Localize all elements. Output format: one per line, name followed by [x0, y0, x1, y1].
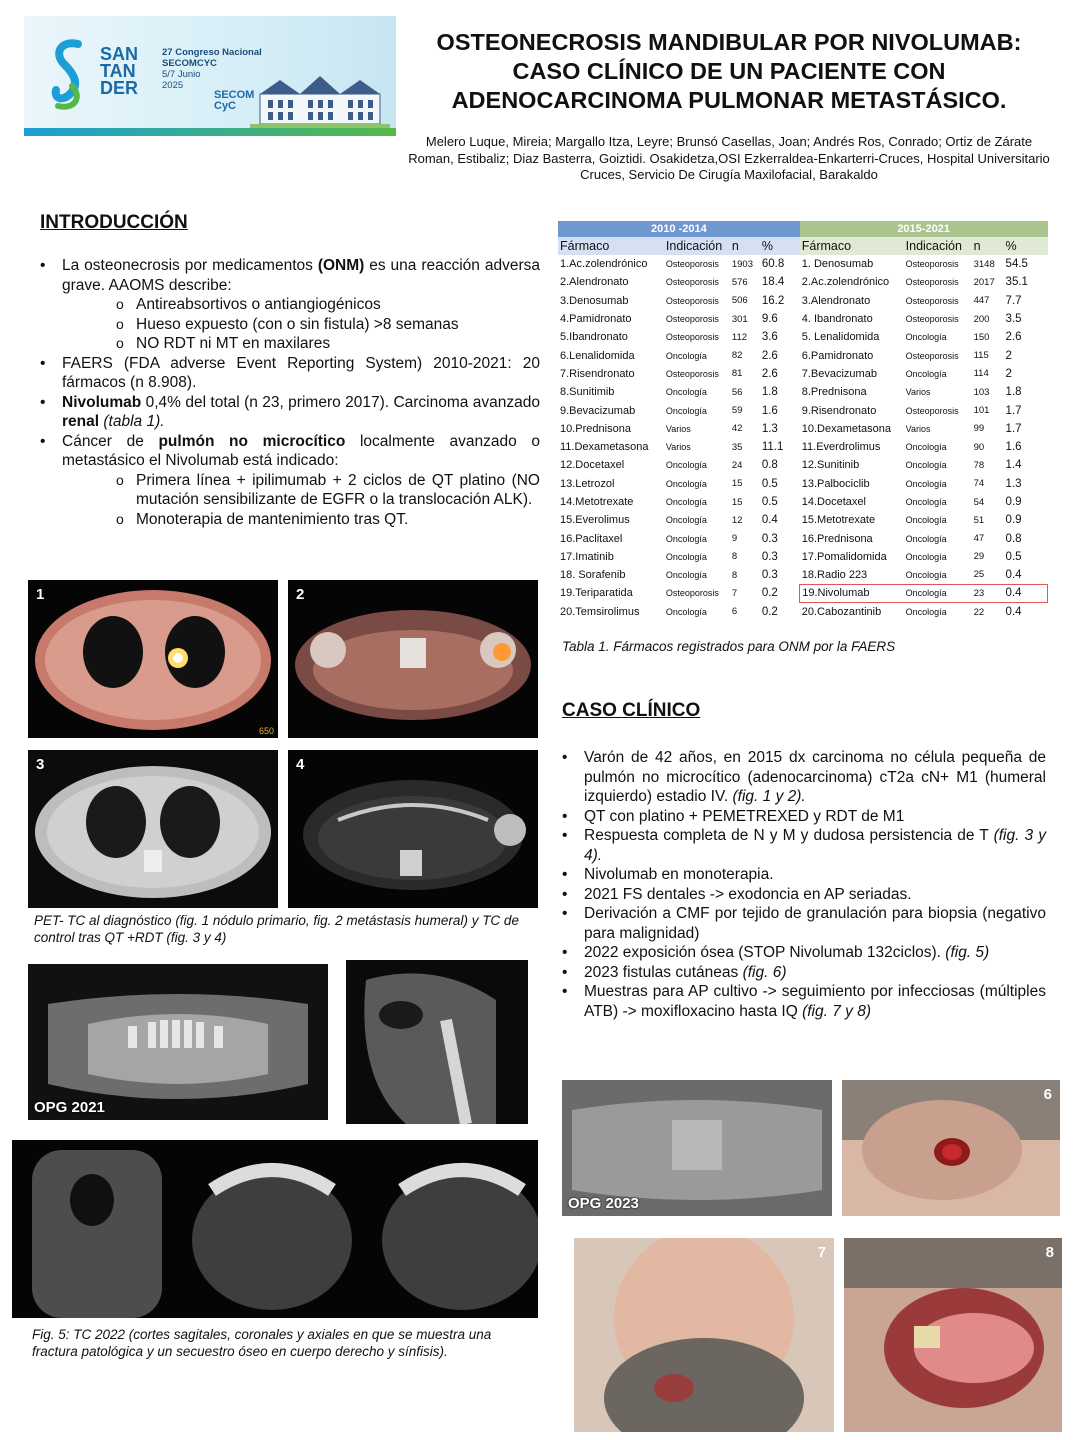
cutaneous-fistula-photo	[842, 1080, 1060, 1216]
case-bullet: • Derivación a CMF por tejido de granulación para biopsia (negativo para malignidad)	[562, 904, 1046, 943]
patient-face-photo	[574, 1238, 834, 1432]
table-column-header: Fármaco Indicación n % Fármaco Indicación n %	[558, 237, 1048, 255]
case-bullet: • 2021 FS dentales -> exodoncia en AP seriadas.	[562, 885, 1046, 905]
table-row: 13.Letrozol Oncología 15 0.5 13.Palbociclib Oncología 74 1.3	[560, 477, 1022, 490]
table-row: 12.Docetaxel Oncología 24 0.8 12.Sunitinib Oncología 78 1.4	[560, 459, 1022, 472]
table-row: 18. Sorafenib Oncología 8 0.3 18.Radio 223 Oncología 25 0.4	[560, 568, 1022, 582]
ct-2022-slices-image	[12, 1140, 538, 1318]
case-bullet: • Muestras para AP cultivo -> seguimiento por infecciosas (múltiples ATB) -> moxifloxacino hasta IQ (fig. 7 y 8)	[562, 982, 1046, 1021]
banner-congress-info: 27 Congreso Nacional SECOMCYC 5/7 Junio 2025	[162, 47, 262, 91]
palace-illustration	[250, 72, 390, 130]
pet-ct-chest-image	[28, 580, 278, 738]
period-a-header: 2010 -2014	[558, 221, 800, 237]
intro-bullet: • Nivolumab 0,4% del total (n 23, primero 2017). Carcinoma avanzado renal (tabla 1).	[40, 393, 540, 432]
case-bullets	[562, 748, 1046, 1021]
intraoral-photo	[844, 1238, 1062, 1432]
santander-s-logo	[50, 38, 86, 112]
table-row: 7.Risendronato Osteoporosis 81 2.6 7.Bevacizumab Oncología 114 2	[560, 367, 1012, 380]
period-b-header: 2015-2021	[800, 221, 1048, 237]
case-heading: CASO CLÍNICO	[562, 700, 701, 721]
figure-number: 1	[36, 586, 45, 603]
banner-stripe	[24, 128, 396, 136]
table-row: 2.Alendronato Osteoporosis 576 18.4 2.Ac.zolendrónico Osteoporosis 2017 35.1	[560, 276, 1028, 289]
figure-number: 3	[36, 756, 45, 773]
table-row: 17.Imatinib Oncología 8 0.3 17.Pomalidomida Oncología 29 0.5	[560, 550, 1022, 563]
table-row: 14.Metotrexate Oncología 15 0.5 14.Docetaxel Oncología 54 0.9	[560, 496, 1022, 508]
case-bullet: • Respuesta completa de N y M y dudosa persistencia de T (fig. 3 y 4).	[562, 826, 1046, 865]
table-row: 8.Sunitimib Oncología 56 1.8 8.Prednisona Varios 103 1.8	[560, 386, 1022, 399]
figure-number: 6	[1043, 1086, 1052, 1103]
intro-heading: INTRODUCCIÓN	[40, 212, 188, 233]
intro-bullets	[40, 256, 540, 529]
case-bullet: • QT con platino + PEMETREXED y RDT de M1	[562, 807, 1046, 827]
case-bullet: • Nivolumab en monoterapia.	[562, 865, 1046, 885]
congress-banner	[24, 16, 396, 136]
faers-drug-table	[558, 221, 1048, 621]
table-row: 5.Ibandronato Osteoporosis 112 3.6 5. Lenalidomida Oncología 150 2.6	[560, 331, 1022, 344]
intro-bullet: • La osteonecrosis por medicamentos (ONM) es una reacción adversa grave. AAOMS describe:	[40, 256, 540, 295]
case-bullet: • 2023 fistulas cutáneas (fig. 6)	[562, 963, 1046, 983]
banner-city: SAN TAN DER	[100, 44, 139, 98]
table-period-header	[558, 221, 1048, 237]
table-caption: Tabla 1. Fármacos registrados para ONM por la FAERS	[562, 639, 896, 654]
intro-subbullet: o NO RDT ni MT en maxilares	[40, 334, 540, 354]
table-row: 10.Prednisona Varios 42 1.3 10.Dexametasona Varios 99 1.7	[560, 422, 1022, 435]
intro-subbullet: o Primera línea + ipilimumab + 2 ciclos de QT platino (NO mutación sensibilizante de EGFR o la translocación ALK).	[40, 471, 540, 510]
ct-sagittal-image	[346, 960, 528, 1124]
table-row: 9.Bevacizumab Oncología 59 1.6 9.Risendronato Osteoporosis 101 1.7	[560, 404, 1022, 417]
table-row: 6.Lenalidomida Oncología 82 2.6 6.Pamidronato Osteoporosis 115 2	[560, 349, 1012, 362]
intro-subbullet: o Antireabsortivos o antiangiogénicos	[40, 295, 540, 315]
figure-number: 2	[296, 586, 305, 603]
table-row: 11.Dexametasona Varios 35 11.1 11.Everdrolimus Oncología 90 1.6	[560, 441, 1022, 454]
scan-corner-label: 650	[258, 726, 274, 736]
opg-2021-image	[28, 964, 328, 1120]
ct-chest-lung-window-image	[28, 750, 278, 908]
pet-ct-humeral-image	[288, 580, 538, 738]
opg-2023-image	[562, 1080, 832, 1216]
case-bullet: • Varón de 42 años, en 2015 dx carcinoma no célula pequeña de pulmón no microcítico (adenocarcinoma) cT2a cN+ M1 (humeral izquierdo) estadio IV. (fig. 1 y 2).	[562, 748, 1046, 807]
table-row: 1.Ac.zolendrónico Osteoporosis 1903 60.8 1. Denosumab Osteoporosis 3148 54.5	[560, 258, 1028, 271]
figure-number: 7	[817, 1244, 826, 1261]
case-bullet: • 2022 exposición ósea (STOP Nivolumab 132ciclos). (fig. 5)	[562, 943, 1046, 963]
figure-number: 4	[296, 756, 305, 773]
opg-2021-label: OPG 2021	[34, 1099, 105, 1116]
table-row: 20.Temsirolimus Oncología 6 0.2 20.Cabozantinib Oncología 22 0.4	[560, 605, 1022, 619]
authors: Melero Luque, Mireia; Margallo Itza, Leyre; Brunsó Casellas, Joan; Andrés Ros, Conrado; Ortiz de Zárate Roman, Estibaliz; Diaz Basterra, Goiztidi. Osakidetza,OSI Ezkerraldea-Enkarterri-Cruces, Hospital Universitario Cruces, Servicio De Cirugía Maxilofacial, Barakaldo	[408, 134, 1050, 182]
intro-subbullet: o Monoterapia de mantenimiento tras QT.	[40, 510, 540, 530]
opg-2023-label: OPG 2023	[568, 1195, 639, 1212]
ct-chest-bone-window-image	[288, 750, 538, 908]
fig5-caption: Fig. 5: TC 2022 (cortes sagitales, coronales y axiales en que se muestra una fractura patológica y un secuestro óseo en cuerpo derecho y sínfisis).	[32, 1327, 492, 1359]
intro-bullet: • FAERS (FDA adverse Event Reporting System) 2010-2021: 20 fármacos (n 8.908).	[40, 354, 540, 393]
secom-logo: SECOM CyC	[214, 89, 255, 112]
intro-subbullet: o Hueso expuesto (con o sin fistula) >8 semanas	[40, 315, 540, 335]
poster-title: OSTEONECROSIS MANDIBULAR POR NIVOLUMAB: CASO CLÍNICO DE UN PACIENTE CON ADENOCARCINOMA PULMONAR METASTÁSICO.	[436, 29, 1022, 113]
table-row: 3.Denosumab Osteoporosis 506 16.2 3.Alendronato Osteoporosis 447 7.7	[560, 294, 1022, 307]
table-row: 16.Paclitaxel Oncología 9 0.3 16.Prednisona Oncología 47 0.8	[560, 532, 1022, 545]
intro-bullet: • Cáncer de pulmón no microcítico localmente avanzado o metastásico el Nivolumab está indicado:	[40, 432, 540, 471]
pet-caption: PET- TC al diagnóstico (fig. 1 nódulo primario, fig. 2 metástasis humeral) y TC de control tras QT +RDT (fig. 3 y 4)	[34, 913, 519, 945]
table-row: 15.Everolimus Oncología 12 0.4 15.Metotrexate Oncología 51 0.9	[560, 514, 1022, 527]
figure-number: 8	[1045, 1244, 1054, 1261]
table-row-highlighted: 19.Teriparatida Osteoporosis 7 0.2 19.Nivolumab Oncología 23 0.4	[558, 584, 1048, 602]
table-row: 4.Pamidronato Osteoporosis 301 9.6 4. Ibandronato Osteoporosis 200 3.5	[560, 313, 1022, 326]
